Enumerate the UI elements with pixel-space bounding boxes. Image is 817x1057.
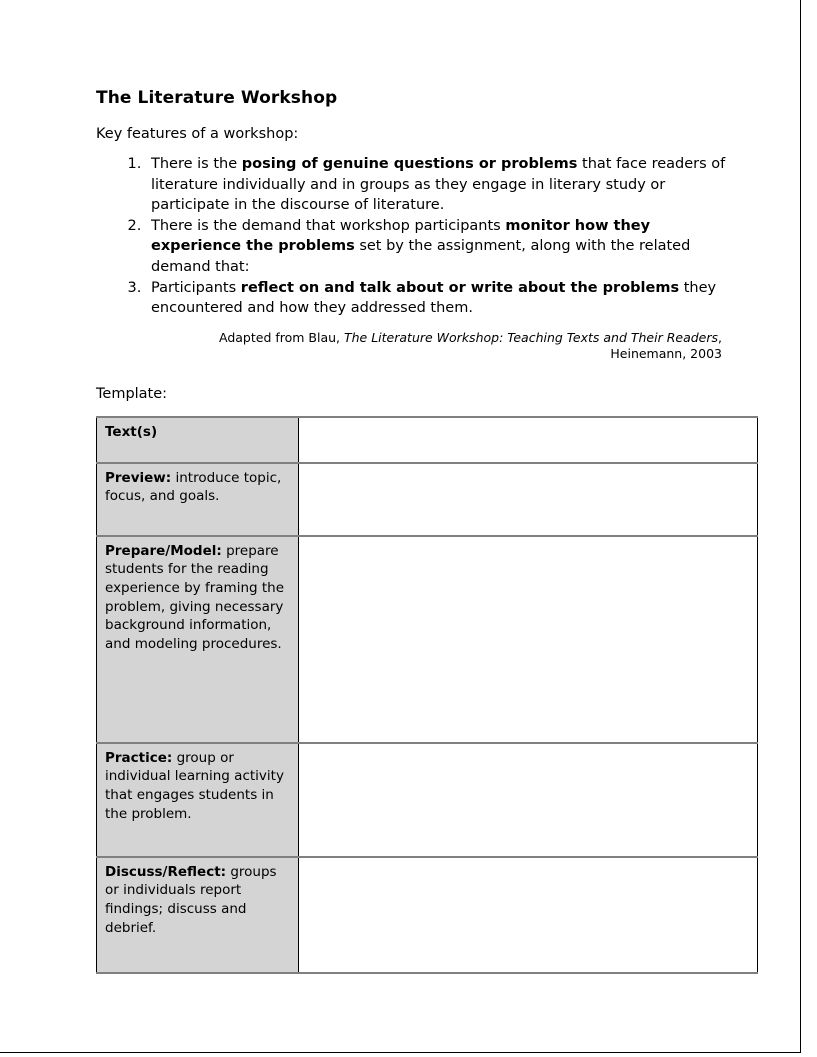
list-item xyxy=(146,278,728,319)
cell-description: introduce topic, focus, and goals. xyxy=(105,469,282,505)
table-cell-response-preview[interactable] xyxy=(299,463,758,536)
document-content xyxy=(96,88,728,974)
table-cell-response-discuss-reflect[interactable] xyxy=(299,857,758,973)
source-attribution xyxy=(96,330,722,363)
page-edge-right xyxy=(800,0,801,1053)
feature-text-part2: set by the assignment, along with the related demand that: xyxy=(151,238,691,275)
table-cell-label-practice xyxy=(97,743,299,857)
feature-text-part2: they encountered and how they addressed them. xyxy=(151,279,717,317)
attribution-suffix: , Heinemann, 2003 xyxy=(610,329,722,362)
feature-text-bold: monitor how they experience the problems xyxy=(151,217,651,255)
table-cell-response-prepare-model[interactable] xyxy=(299,536,758,743)
table-cell-response-texts[interactable] xyxy=(299,417,758,463)
list-item xyxy=(146,216,728,278)
cell-term: Prepare/Model: xyxy=(105,542,222,559)
feature-text-part1: There is the demand that workshop participants xyxy=(151,217,506,234)
cell-description: groups or individuals report findings; discuss and debrief. xyxy=(105,863,277,936)
attribution-prefix: Adapted from Blau, xyxy=(219,329,344,345)
table-row xyxy=(97,743,758,857)
cell-description: prepare students for the reading experience by framing the problem, giving necessary background information, and modeling procedures. xyxy=(105,542,285,652)
table-cell-label-texts xyxy=(97,417,299,463)
lead-paragraph: Key features of a workshop: xyxy=(96,126,299,143)
list-item xyxy=(146,154,728,216)
feature-text-bold: reflect on and talk about or write about the problems xyxy=(240,279,680,296)
feature-text-part1: Participants xyxy=(151,279,241,296)
table-row xyxy=(97,857,758,973)
page-title: The Literature Workshop xyxy=(96,88,338,108)
table-cell-response-practice[interactable] xyxy=(299,743,758,857)
attribution-work-title: The Literature Workshop: Teaching Texts and Their Readers xyxy=(344,329,719,345)
cell-term: Discuss/Reflect: xyxy=(105,863,227,880)
cell-description: group or individual learning activity that engages students in the problem. xyxy=(105,749,284,822)
table-row xyxy=(97,463,758,536)
feature-text-bold: posing of genuine questions or problems xyxy=(241,156,578,173)
table-cell-label-discuss-reflect xyxy=(97,857,299,973)
table-row xyxy=(97,417,758,463)
workshop-template-table xyxy=(96,416,758,974)
feature-text-part2: that face readers of literature individually and in groups as they engage in literary study or participate in the discourse of literature. xyxy=(151,156,726,214)
cell-term: Text(s) xyxy=(105,423,158,440)
cell-term: Practice: xyxy=(105,749,173,766)
cell-term: Preview: xyxy=(105,469,172,486)
table-cell-label-prepare-model xyxy=(97,536,299,743)
table-row xyxy=(97,536,758,743)
key-features-list xyxy=(96,154,728,319)
template-label: Template: xyxy=(96,385,168,402)
feature-text-part1: There is the xyxy=(151,156,242,173)
table-cell-label-preview xyxy=(97,463,299,536)
page-edge-bottom xyxy=(0,1052,801,1053)
